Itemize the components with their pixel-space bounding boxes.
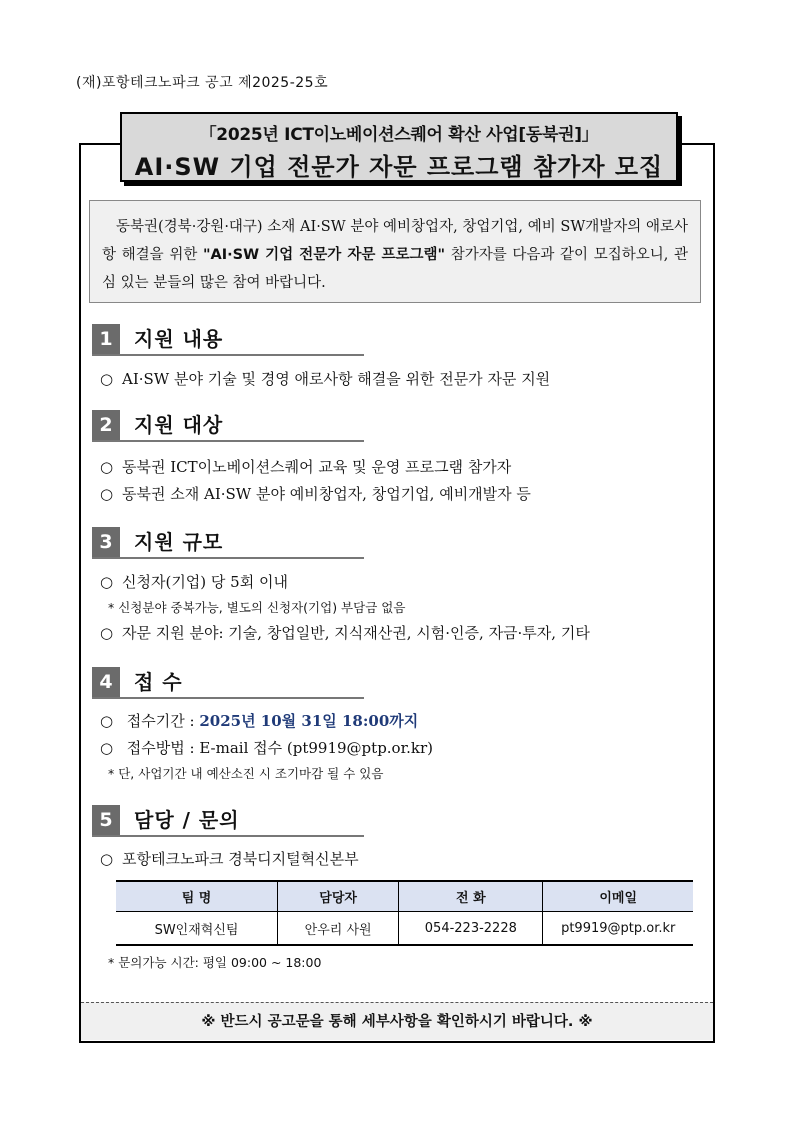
intro-text-2: 참가자를 다음과 같이 모집하오니, 관심 있는 분들의 많은 참여 바랍니다. [102,247,688,291]
section-1-heading [92,324,364,356]
section-4-heading [92,667,364,699]
section-4-note: * 단, 사업기간 내 예산소진 시 조기마감 될 수 있음 [108,766,384,781]
intro-program-name: "AI·SW 기업 전문가 자문 프로그램" [202,247,446,263]
header-manager: 담당자 [278,881,399,912]
title-subtitle: 「2025년 ICT이노베이션스퀘어 확산 사업[동북권]」 [199,125,599,145]
bullet: ○ [100,485,114,503]
title-box [120,112,678,182]
notice-number: (재)포항테크노파크 공고 제2025-25호 [76,75,329,91]
section-2-item [100,456,511,477]
bullet: ○ [100,712,114,730]
section-3-item [100,571,288,592]
section-5-note: * 문의가능 시간: 평일 09:00 ~ 18:00 [108,955,322,970]
section-1-item [100,368,550,389]
period-label: 접수기간 : [126,712,200,730]
section-3-item [100,622,590,643]
cell-phone: 054-223-2228 [399,912,543,946]
cell-team: SW인재혁신팀 [116,912,278,946]
section-number: 5 [92,805,120,835]
table-header-row [116,881,693,912]
section-3-note: * 신청분야 중복가능, 별도의 신청자(기업) 부담금 없음 [108,600,406,615]
item-text: 포항테크노파크 경북디지털혁신본부 [122,850,359,868]
intro-box [89,200,701,303]
section-title: 지원 내용 [134,327,224,351]
header-phone: 전 화 [399,881,543,912]
section-title: 지원 대상 [134,413,224,437]
section-number: 4 [92,667,120,697]
section-5-item [100,848,359,869]
bullet: ○ [100,573,114,591]
bullet: ○ [100,850,114,868]
section-title: 지원 규모 [134,530,224,554]
bullet: ○ [100,739,114,757]
header-team: 팀 명 [116,881,278,912]
section-number: 1 [92,324,120,354]
item-text: 동북권 ICT이노베이션스퀘어 교육 및 운영 프로그램 참가자 [122,458,512,476]
header-email: 이메일 [543,881,693,912]
footer-notice: ※ 반드시 공고문을 통해 세부사항을 확인하시기 바랍니다. ※ [81,1002,713,1040]
section-title: 접 수 [134,670,183,694]
bullet: ○ [100,624,114,642]
method-text: 접수방법 : E-mail 접수 (pt9919@ptp.or.kr) [126,739,433,757]
item-text: 동북권 소재 AI·SW 분야 예비창업자, 창업기업, 예비개발자 등 [122,485,531,503]
item-text: 신청자(기업) 당 5회 이내 [122,573,288,591]
application-method [100,737,433,758]
section-3-heading [92,527,364,559]
table-row [116,912,693,946]
cell-email[interactable]: pt9919@ptp.or.kr [543,912,693,946]
section-title: 담당 / 문의 [134,808,240,832]
item-text: AI·SW 분야 기술 및 경영 애로사항 해결을 위한 전문가 자문 지원 [122,370,551,388]
application-period [100,710,418,731]
bullet: ○ [100,458,114,476]
section-2-item [100,483,531,504]
section-number: 3 [92,527,120,557]
bullet: ○ [100,370,114,388]
contact-table [116,880,693,946]
page-title: AI·SW 기업 전문가 자문 프로그램 참가자 모집 [134,153,664,181]
section-number: 2 [92,410,120,440]
section-5-heading [92,805,364,837]
cell-manager: 안우리 사원 [278,912,399,946]
item-text: 자문 지원 분야: 기술, 창업일반, 지식재산권, 시험·인증, 자금·투자, 기타 [122,624,590,642]
intro-text-1: 동북권(경북·강원·대구) 소재 AI·SW 분야 예비창업자, 창업기업, 예비 SW개발자의 애로사항 해결을 위한 [102,219,688,263]
section-2-heading [92,410,364,442]
period-value: 2025년 10월 31일 18:00까지 [199,712,419,730]
